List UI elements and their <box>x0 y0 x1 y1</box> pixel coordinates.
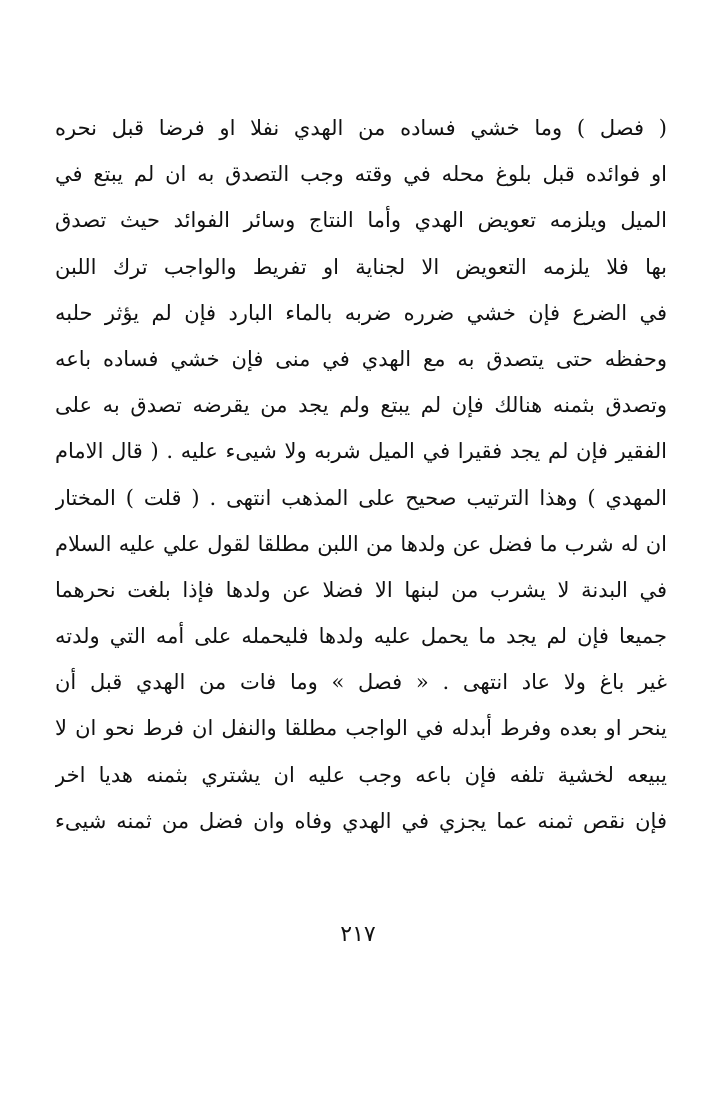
page-number: ٢١٧ <box>340 922 376 947</box>
text-line-2: او فوائده قبل بلوغ محله في وقته وجب التصدق به ان لم يبتع في <box>55 162 667 187</box>
text-line-9: المهدي ) وهذا الترتيب صحيح على المذهب انتهى . ( قلت ) المختار <box>55 485 667 510</box>
text-line-8: الفقير فإن لم يجد فقيرا في الميل شربه ولا شيىء عليه . ( قال الامام <box>55 439 667 464</box>
text-line-11: في البدنة لا يشرب من لبنها الا فضلا عن ولدها فإذا بلغت نحرهما <box>55 577 667 602</box>
text-line-7: وتصدق بثمنه هنالك فإن لم يبتع ولم يجد من يقرضه تصدق به على <box>55 393 667 418</box>
text-line-5: في الضرع فإن خشي ضرره ضربه بالماء البارد فإن لم يؤثر حلبه <box>55 300 667 325</box>
text-line-16: فإن نقص ثمنه عما يجزي في الهدي وفاه وان فضل من ثمنه شيىء <box>55 808 667 833</box>
text-line-6: وحفظه حتى يتصدق به مع الهدي في منى فإن خشي فساده باعه <box>55 346 667 371</box>
text-line-15: يبيعه لخشية تلفه فإن باعه وجب عليه ان يشتري بثمنه هديا اخر <box>55 762 667 787</box>
main-text-block <box>55 105 667 844</box>
text-line-3: الميل ويلزمه تعويض الهدي وأما النتاج وسائر الفوائد حيث تصدق <box>55 208 667 233</box>
text-line-14: ينحر او بعده وفرط أبدله في الواجب مطلقا والنفل ان فرط نحو ان لا <box>55 716 667 741</box>
text-line-13: غير باغ ولا عاد انتهى . « فصل » وما فات من الهدي قبل أن <box>55 670 667 695</box>
text-line-4: بها فلا يلزمه التعويض الا لجناية او تفريط والواجب ترك اللبن <box>55 254 667 279</box>
text-line-12: جميعا فإن لم يجد ما يحمل عليه ولدها فليحمله على أمه التي ولدته <box>55 624 667 649</box>
text-line-1: ( فصل ) وما خشي فساده من الهدي نفلا او فرضا قبل نحره <box>55 116 667 140</box>
text-line-10: ان له شرب ما فضل عن ولدها من اللبن مطلقا لقول علي عليه السلام <box>55 531 667 556</box>
